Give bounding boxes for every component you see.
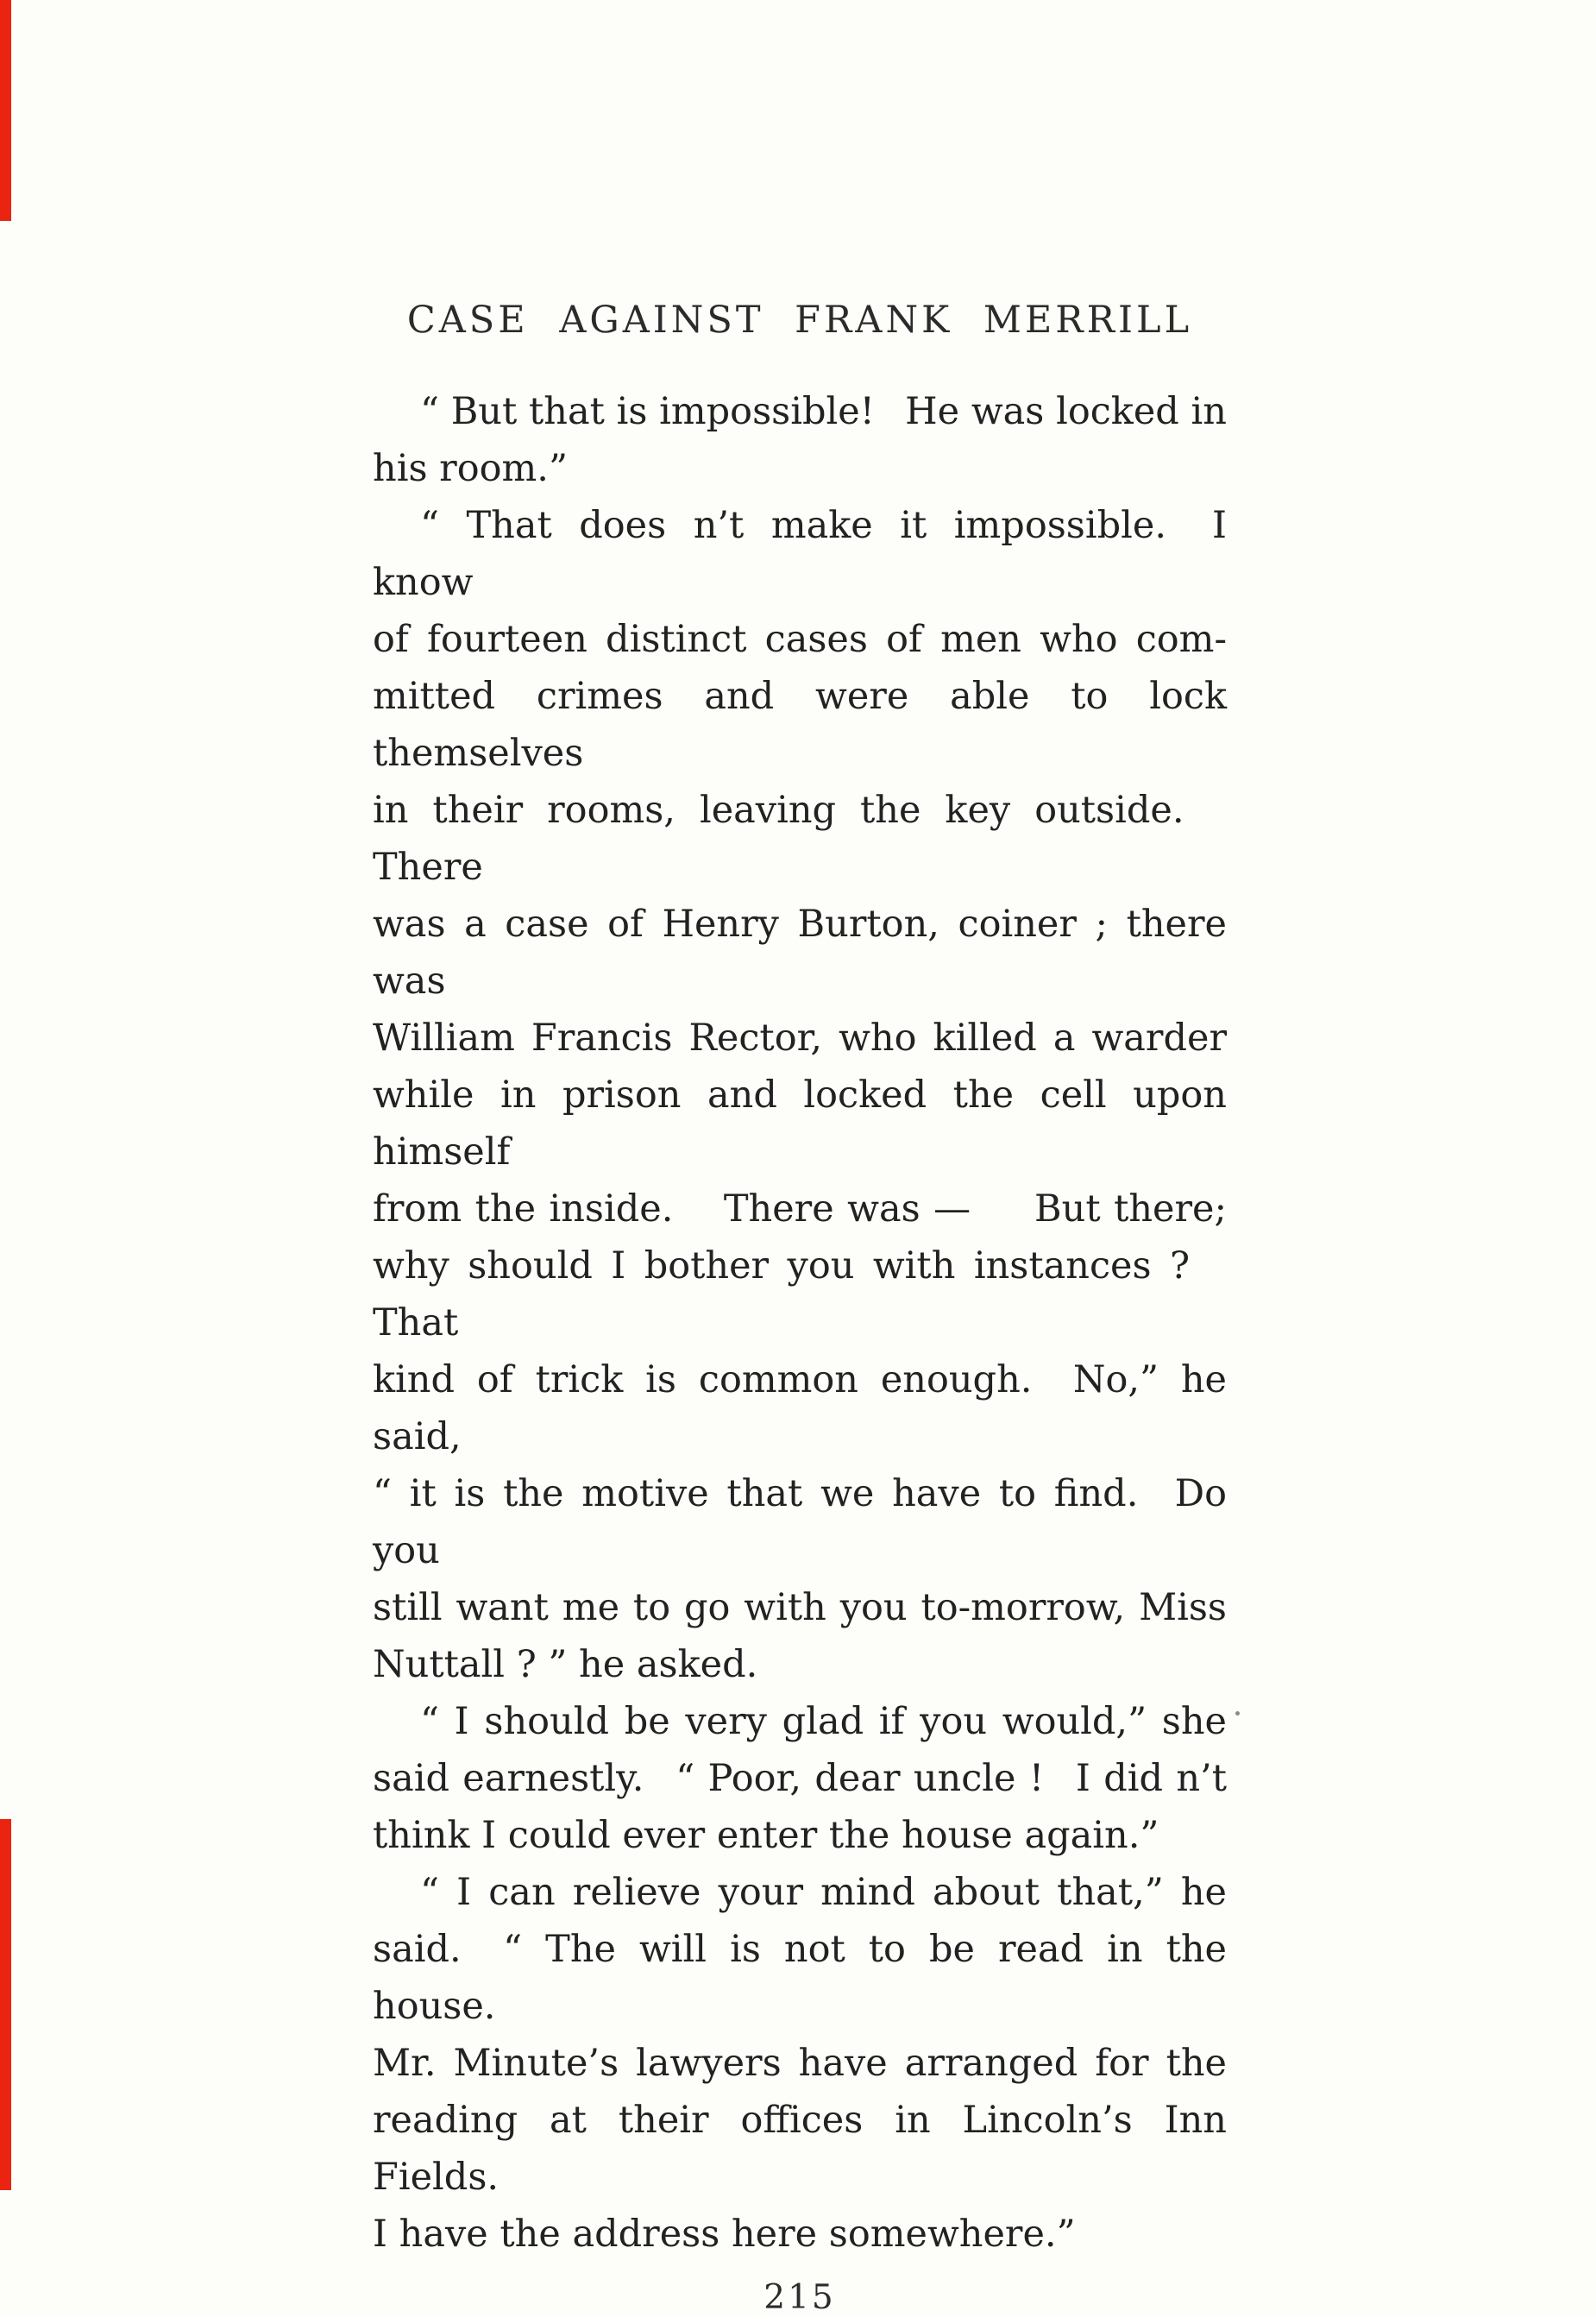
text-line: William Francis Rector, who killed a warder — [373, 1017, 1227, 1060]
text-line: while in prison and locked the cell upon himself — [373, 1074, 1227, 1174]
scan-edge-artifact-top — [0, 0, 11, 221]
text-line: I have the address here somewhere.” — [373, 2213, 1076, 2256]
text-line: Mr. Minute’s lawyers have arranged for the — [373, 2042, 1227, 2085]
text-line: his room.” — [373, 447, 568, 490]
text-line: why should I bother you with instances ? That — [373, 1244, 1227, 1344]
text-line: was a case of Henry Burton, coiner ; there was — [373, 903, 1227, 1003]
text-line: “ I should be very glad if you would,” she — [420, 1700, 1227, 1743]
body-text — [373, 383, 1227, 2263]
text-line: “ I can relieve your mind about that,” he — [420, 1871, 1227, 1914]
text-line: said earnestly. “ Poor, dear uncle ! I did n’t — [373, 1757, 1227, 1800]
text-line: think I could ever enter the house again.” — [373, 1814, 1159, 1857]
text-line: in their rooms, leaving the key outside. There — [373, 789, 1227, 889]
text-line: mitted crimes and were able to lock themselves — [373, 675, 1227, 775]
page-number: 215 — [763, 2278, 836, 2317]
text-line: “ it is the motive that we have to find. Do you — [373, 1472, 1227, 1572]
ink-speck — [1235, 1711, 1240, 1716]
text-line: of fourteen distinct cases of men who com- — [373, 618, 1227, 661]
text-line: “ That does n’t make it impossible. I know — [373, 504, 1227, 604]
text-block — [373, 299, 1227, 2317]
running-header: CASE AGAINST FRANK MERRILL — [406, 299, 1193, 342]
scan-edge-artifact-bottom — [0, 1819, 11, 2190]
text-line: from the inside. There was — But there; — [373, 1187, 1227, 1231]
text-line: Nuttall ? ” he asked. — [373, 1643, 758, 1686]
text-line: kind of trick is common enough. No,” he said, — [373, 1358, 1227, 1458]
text-line: still want me to go with you to-morrow, Miss — [373, 1586, 1227, 1629]
text-line: reading at their offices in Lincoln’s Inn Fields. — [373, 2099, 1227, 2199]
text-line: “ But that is impossible! He was locked in — [420, 390, 1227, 433]
text-line: said. “ The will is not to be read in the house. — [373, 1928, 1227, 2028]
